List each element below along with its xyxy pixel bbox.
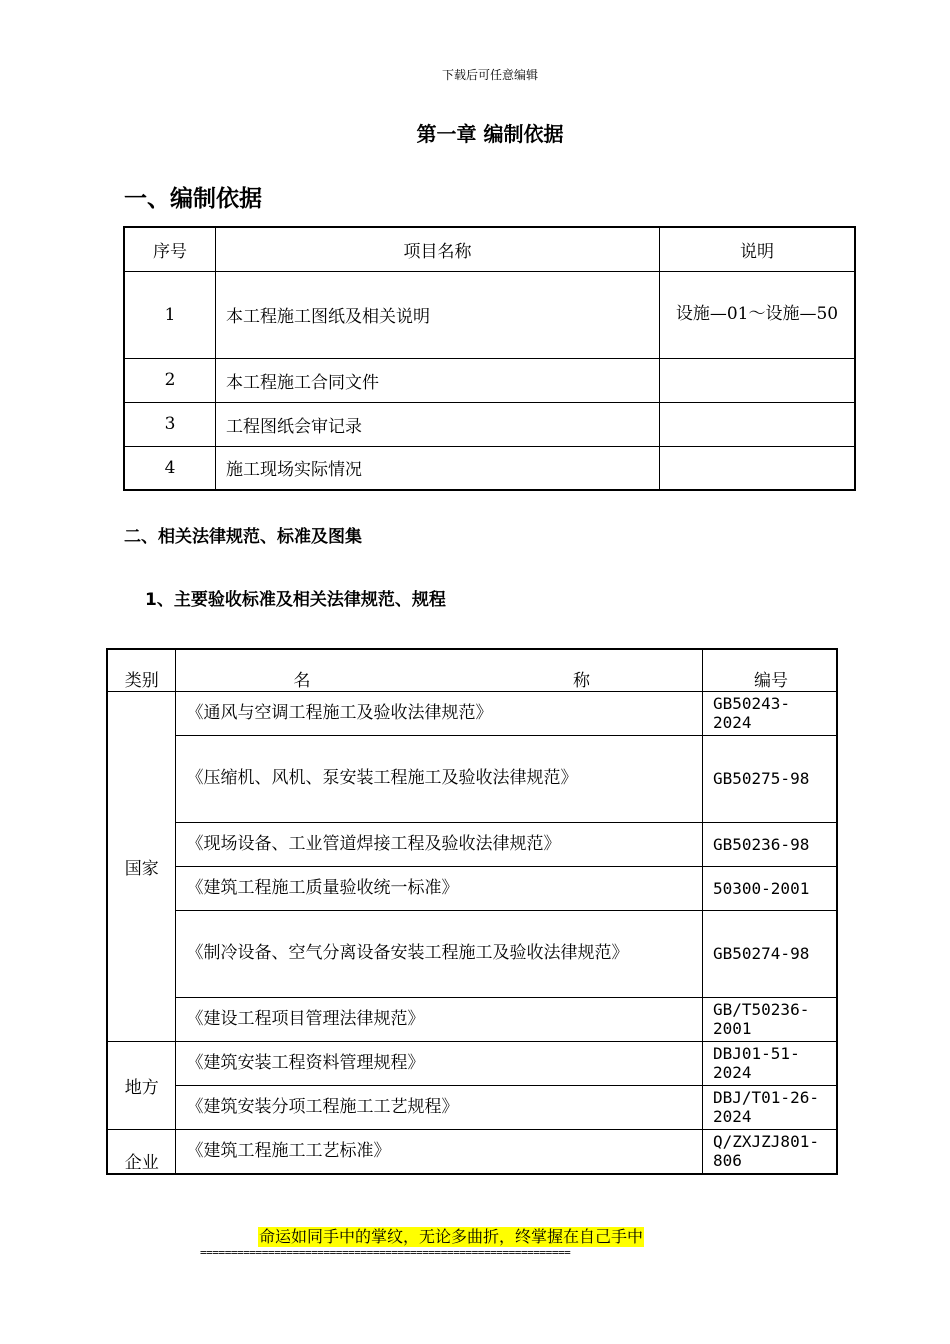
standard-code: GB50274-98 — [703, 910, 838, 997]
col-header-name: 项目名称 — [216, 227, 660, 271]
table-row — [107, 866, 837, 910]
col-header-code-right: 号 — [771, 670, 788, 691]
table-row — [107, 735, 837, 822]
col-header-name-right: 称 — [573, 670, 590, 691]
category-cell: 地方 — [107, 1041, 176, 1129]
category-cell: 企业 — [107, 1129, 176, 1174]
header-note: 下载后可任意编辑 — [441, 68, 538, 82]
table-row — [107, 1085, 837, 1129]
col-header-name — [176, 649, 703, 691]
standard-name: 《建筑安装工程资料管理规程》 — [176, 1041, 703, 1085]
standard-name: 《压缩机、风机、泵安装工程施工及验收法律规范》 — [176, 735, 703, 822]
cell-no: 3 — [124, 402, 216, 446]
table-header-row — [107, 649, 837, 691]
standard-name: 《制冷设备、空气分离设备安装工程施工及验收法律规范》 — [176, 910, 703, 997]
col-header-code — [703, 649, 838, 691]
standard-name: 《建筑安装分项工程施工工艺规程》 — [176, 1085, 703, 1129]
col-header-desc: 说明 — [660, 227, 856, 271]
col-header-name-left: 名 — [293, 670, 311, 691]
cell-no: 4 — [124, 446, 216, 490]
cell-desc — [660, 446, 856, 490]
section-title: 二、相关法律规范、标准及图集 — [124, 527, 362, 547]
chapter-title: 第一章 编制依据 — [416, 122, 564, 146]
standard-name: 《现场设备、工业管道焊接工程及验收法律规范》 — [176, 822, 703, 866]
cell-name: 施工现场实际情况 — [216, 446, 660, 490]
table-row — [107, 910, 837, 997]
standard-code: 50300-2001 — [703, 866, 838, 910]
standard-name: 《建筑工程施工工艺标准》 — [176, 1129, 703, 1174]
cell-name: 本工程施工合同文件 — [216, 358, 660, 402]
basis-table — [123, 226, 856, 491]
standard-code: Q/ZXJZJ801-806 — [703, 1129, 838, 1174]
footer-divider: ============================================================ — [200, 1246, 571, 1259]
standard-code: GB50236-98 — [703, 822, 838, 866]
table-row — [107, 1129, 837, 1174]
standard-name: 《建设工程项目管理法律规范》 — [176, 997, 703, 1041]
table-row — [107, 822, 837, 866]
standard-code: GB50243-2024 — [703, 691, 838, 735]
table-row — [124, 271, 855, 358]
standard-code: GB50275-98 — [703, 735, 838, 822]
col-header-no: 序号 — [124, 227, 216, 271]
cell-no: 2 — [124, 358, 216, 402]
cell-desc — [660, 402, 856, 446]
table-row — [124, 402, 855, 446]
table-row — [107, 997, 837, 1041]
standard-name: 《通风与空调工程施工及验收法律规范》 — [176, 691, 703, 735]
cell-name: 工程图纸会审记录 — [216, 402, 660, 446]
table-row — [124, 358, 855, 402]
cell-no: 1 — [124, 271, 216, 358]
cell-name: 本工程施工图纸及相关说明 — [216, 271, 660, 358]
standard-code: GB/T50236-2001 — [703, 997, 838, 1041]
standard-code: DBJ/T01-26-2024 — [703, 1085, 838, 1129]
section-title: 一、编制依据 — [124, 186, 262, 212]
cell-desc — [660, 358, 856, 402]
standards-table — [106, 648, 838, 1175]
table-row — [124, 446, 855, 490]
standard-name: 《建筑工程施工质量验收统一标准》 — [176, 866, 703, 910]
category-cell: 国家 — [107, 691, 176, 1041]
table-header-row — [124, 227, 855, 271]
table-row — [107, 1041, 837, 1085]
subsection-title: 1、主要验收标准及相关法律规范、规程 — [145, 590, 446, 610]
col-header-code-left: 编 — [754, 670, 771, 691]
cell-desc: 设施—01～设施—50 — [660, 271, 856, 358]
col-header-category: 类别 — [107, 649, 176, 691]
footer-motto: 命运如同手中的掌纹，无论多曲折，终掌握在自己手中 — [259, 1227, 644, 1246]
table-row — [107, 691, 837, 735]
standard-code: DBJ01-51-2024 — [703, 1041, 838, 1085]
